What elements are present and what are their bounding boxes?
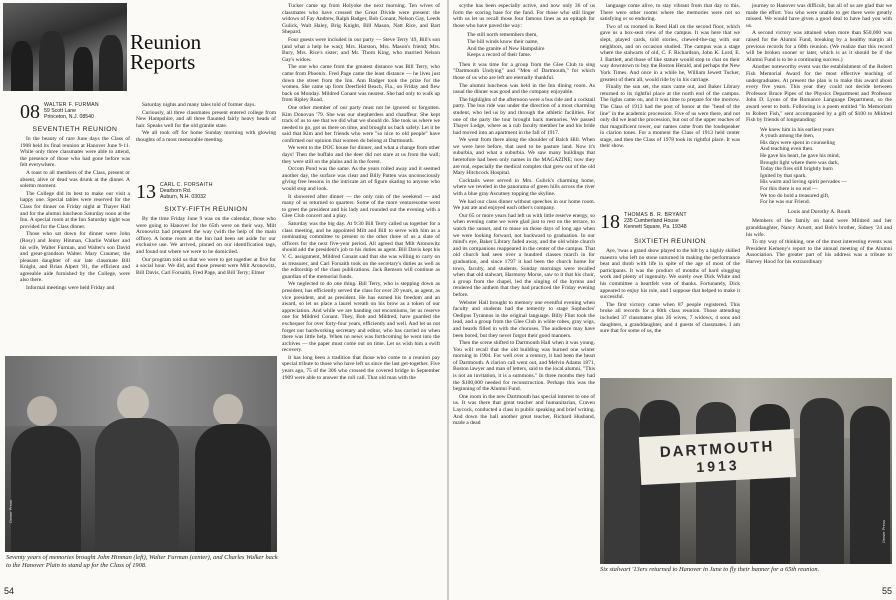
class-number: 08 [20,101,40,123]
figure [750,404,790,564]
paragraph: We had our class dinner without speeches in our home room. We just ate and enjoyed each other's company. [453,198,595,212]
reunion-label: SIXTIETH REUNION [634,238,706,245]
poem-line: For this there is no end — [760,186,818,193]
class-1913-heading [136,182,276,202]
secretary-name: WALTER F. FURMAN [44,102,99,108]
column-2b [136,216,276,354]
poem-line: His warm and loving spirit pervades — [760,179,847,186]
paragraph: To my way of thinking, one of the most interesting events was President Kemeny's report to the annual meeting of the Alumni Association. The greater part of his address was a tribute to Harvey Hood for his extraordinary [746,239,892,265]
dartmouth-banner [639,429,796,485]
left-page [0,0,447,600]
photo-caption: Seventy years of memories brought John Hinman (left), Walter Furman (center), and Charles Walker back to the Hanover Plain to stand up for the Class of 1908. [6,554,278,569]
poem-epitaph [467,32,595,58]
photo-figure [39,31,65,91]
page-number: 54 [4,586,15,596]
class-1908-heading [20,102,130,122]
face [213,394,243,426]
column-2 [136,102,276,164]
paragraph: A second victory was attained when more than $50,000 was raised for the Alumni Fund, breaking by a healthy margin all previous records for a 60th reunion. (We realize that this record will be broken sooner or later, which is as it should be if the Alumni Fund is to be a continuing success.) [746,30,892,63]
poem-line: Ignited by that spark. [760,172,807,179]
poem-line: Keeps a record of their fame. [467,52,532,59]
paragraph: In the beauty of rare June days the Class of 1908 held its final reunion at Hanover June 9-11. While only three classmates were able to attend, the presence of those who had gone before was felt everywhere. [20,136,130,169]
poem-line: He gave his heart, he gave his mind, [760,153,840,160]
secretary-name: THOMAS B. R. BRYANT [624,212,687,218]
class-number: 13 [136,181,156,203]
column-5b [600,248,740,376]
paragraph: Then the scene shifted to Dartmouth Hall when it was young. You will recall that the old building was burned one winter morning in 1904. For well over a century, it had been the heart of Dartmouth. A clarion call went out, and Melvin Adams 1871, Boston lawyer and man of letters, said to the local alumni, "This is not an invitation, it is a summons." In three months they had the $100,000 needed for reconstruction. Perhaps this was the beginning of the Alumni Fund. [453,340,595,393]
paragraph: One other member of our party must not be ignored or forgotten. Kim Donovan '79. She was our shepherdess and chauffeur. She kept track of us to see that we did what we should do. She took us where we needed to go, got us there on time, and brought us back safely. Let it be said that Kim and her friends who were "so nice to old people" have confirmed our opinion that women do belong at Dartmouth. [282,104,440,144]
paragraph: scythe has been especially active, and now only 36 of us form the scoring base for the fund. For those who still linger with us let us recall those four famous lines as an epitaph for those who have paved the way: [453,3,595,29]
class-address [136,181,276,203]
face [117,386,149,420]
figure [800,398,844,564]
paragraph: The alumni luncheon was held in the Inn dining room. As usual the dinner was good and the company enjoyable. [453,82,595,96]
paragraph: The College did its best to make our visit a happy one. Special tables were reserved for the Class for dinner on Friday night at Thayer Hall and for the alumni luncheon Saturday noon at the Inn. A special room at the Inn Saturday night was provided for the Class dinner. [20,190,130,230]
column-1 [20,136,130,354]
masthead-photo [3,3,127,91]
paragraph: Two of us roomed in Reed Hall on the second floor, which gave us a box-seat view of the campus. It was here that we slept, played cards, told stories, chewed-the-rag with our neighbors, and on occasion studied. The campus was a stage where the stalwarts of old, C. F. Richardson, John K. Lord, E. J. Bartlett, and those of like stature would stop to chat on their way downtown to buy the Boston Herald, and perhaps the New York Times. And once in a while he, William Jewett Tucker, greatest of them all, would ride by in his carriage. [600,23,740,83]
banner-line2: 1913 [695,456,740,475]
address-line2: Kennett Square, Pa. 19348 [624,224,687,230]
page-number: 55 [881,586,892,596]
paragraph: We all took off for home Sunday morning with glowing thoughts of a most memorable meeting. [136,130,276,143]
address-line1: 59 Scott Lane [44,108,77,114]
poem-signature: Louis and Dorothy A. Routh [787,208,851,215]
figure [696,402,736,564]
address-line2: Princeton, N.J. 08540 [44,114,94,120]
paragraph: It has long been a tradition that those who come to a reunion pay special tribute to those who have left us since the last get-together. Five years ago, 75 of the 306 who crossed the covered bridge in September 1909 were able to answer the roll call. That old man with the [282,354,440,381]
masthead-title [130,32,230,72]
paragraph: The highlights of the afternoon were a bus ride and a cocktail party. The bus ride was under the direction of a most charming student, who led us by and through the athletic facilities. For one of the party the tour brought back memories. We passed Thayer Lodge, where as a cub faculty member he and his bride had moved into an apartment in the fall of 1917. [453,96,595,136]
figure-left [11,426,81,552]
face [27,396,57,426]
paragraph: Saturday was the big day. At 9:30 Bill Terry called us together for a class meeting, and he appointed Milt and Bill to serve with him as a nominating committee to present to the other three of us a slate of officers for the next five-year period. All agreed that Milt Aronowitz should add the president's job to his duties as agent. Bill Davis kept his V. C. assignment, Mildred Conant said that she was willing to carry on as treasurer, and Carl Forsaith took on the secretary's duties as well as the editorship of the class publications. Jack Remson will continue as guardian of the memorial funds. [282,221,440,280]
class-number: 18 [600,211,620,233]
paragraph: We neglected to do one thing. Bill Terry, who is stepping down as president, has efficiently served the class for over 20 years, as agent, as vice president, and as president. He has earned his freedom and an award, so let us place a laurel wreath on his brow as a token of our appreciation. And while we are handing out encomiums, let us reserve one for Mildred Conant. They, Bob and Mildred, have guarded the exchequer for over forty-four years, efficiently and well. And let us not forget our hardworking secretary and editor, who has carried on when there was little help. When no news was forthcoming he went into the archives — the paper must come out on time. Let us wish him a swift recovery. [282,281,440,354]
paragraph: journey to Hanover was difficult, but all of us are glad that we made the effort. You who were unable to get there were greatly missed. We would have given a good deal to have had you with us. [746,3,892,29]
paragraph: A toast to all members of the Class, present or absent, alive or dead was drunk at the dinner. A solemn moment. [20,169,130,190]
figure [604,408,640,564]
paragraph: The one who came from the greatest distance was Bill Terry, who came from Phoenix. Fred Page came the least distance — he lives just down the street from the Inn. Ann Badger took the prize for the women. She came up from Deerfield Beach, Fla., on Friday and flew back on Monday. Mildred Conant was nearest. She had only to walk up from Ripley Road. [282,64,440,104]
paragraph: Those who sat down for dinner were John (Rosy) and Jenny Hinman, Charlie Walker and his wife, Walter Furman, and Walter's son David and great-grandson Walter. Mary Craumer, the pleasant daughter of our late classmate Bill Knight, and Brian Alpert '81, the efficient and agreeable aide furnished by the College, were also there. [20,231,130,284]
poem-line: Brought light where there was dark, [760,159,840,166]
figure-right [195,424,271,552]
reunion-label: SIXTY-FIFTH REUNION [164,206,248,213]
photo-credit: Dewer Press [8,500,13,523]
paragraph: Informal meetings were held Friday and [26,285,115,292]
paragraph: By the time Friday June 9 was on the calendar, those who were going to Hanover for the 65th were on their way. Milt Aronowitz had prepared the way (with the help of the main office). A home room at the Inn had been set aside for our exclusive use. We arrived, pinned on our identification tags, and found out where we were to be domiciled. [136,216,276,255]
banner-line1: DARTMOUTH [659,437,775,461]
paragraph: Tucker came up from Holyoke the next morning. Ten wives of classmates who have crossed the Great Divide were present: the widows of Fay Andrew, Ralph Badger, Bob Conant, Nelson Gay, Leeds Gulick, Walt Haley, Brig Knight, Bill Mason, Natt Rice, and Bart Shepard. [282,3,440,36]
poem-line: A youth among the men, [760,133,815,140]
column-5 [600,3,740,201]
paragraph: Webster Hall brought to memory one eventful evening when faculty and students had the temerity to stage Sophocles' Oedipus Tyrannus in the original language. Billy Flint took the lead, and a group from the Glee Club in white robes, gray wigs, and beards filled in with the choruses. The audience may have been bored, but they never forgot their good manners. [453,299,595,339]
paragraph: We went from there along the shoulder of Balch Hill. When we were here before, that used to be pasture land. Now it's suburbia, and what a suburbia. We saw many buildings that heretofore had been only names in the MAGAZINE; now they are real, especially the medical complex that grew out of the old Mary Hitchcock Hospital. [453,137,595,177]
paragraph: Saturday nights and many tales told of former days. [142,102,256,108]
poem-line: The hill winds know their name, [467,38,539,45]
paragraph: Curiously, all three classmates present entered college from New Hampshire, and all three flaunted fairly heavy heads of hair. Speaks well for the old granite state. [136,109,276,129]
photo-class-1908 [5,356,277,552]
photo-class-1913 [600,378,892,564]
address-line1: 235 Cumberland House [624,218,679,224]
poem-line: We too do hold a treasured gift, [760,192,830,199]
poem-memoriam [760,127,892,206]
paragraph: Our 65 or more years had left us with little reserve energy, so when evening came we were glad just to rest on the terrace, to watch the sunset, and to muse on those days of long ago when we were looking forward, not backward to graduation. In our mind's eye, Baker Library faded away, and the old white church and its companions reappeared in the center of the campus. That old church had seen over a hundred classes march in for graduation, and since 1797 it had been the church home for town, faculty, and students. Sunday mornings were recalled when that old stalwart, Harmony Morse, saw to it that his choir, a group from the chapel, led the singing of the hymns and rendered the anthem that they had practiced the Friday evening before. [453,212,595,298]
poem-line: The still north remembers them, [467,32,538,39]
poem-line: And teaching even then. [760,146,814,153]
photo-caption: Six stalwart '13ers returned to Hanover in June to fly their banner for a 65th reunion. [600,566,820,573]
paragraph: Our program told us that we were to get together at five for a social hour. We did, and those present were Milt Aronowitz, Bill Davis, Carl Forsaith, Fred Page, and Bill Terry; Elmer [136,256,276,276]
photo-figure [73,47,93,91]
poem-line: His days were spent in counseling [760,139,835,146]
secretary-name: CARL C. FORSAITH [160,182,213,188]
poem-line: And the granite of New Hampshire [467,45,545,52]
paragraph: It showered after dinner — the only rain of the weekend — and many of us returned to quarters. Some of the more venturesome went to greet the president and his lady and rounded out the evening with a Glee Club concert and a play. [282,193,440,220]
paragraph: Finally the sun set, the stars came out, and Baker Library returned to its rightful place at the north end of the campus. The lights came on, and it was time to prepare for the morrow. The Class of 1913 had the post of honor at the "head of the line" in the academic procession. Five of us were there, and not only did we lead the procession, but out of the upper reaches of that magnificent tower, our names came from the loudspeaker in clarion tones. For a moment the Class of 1913 held center stage, and then the Class of 1978 took its rightful place. It was their show. [600,84,740,150]
column-6 [746,3,892,375]
address-line2: Auburn, N.H. 03032 [160,194,206,200]
figure-center [95,418,179,552]
photo-credit: Dewer Press [881,520,886,543]
paragraph: We went to the DOC house for dinner, and what a change from other days! Then the buffalo and the deer did not stare at us from the wall; they were still on the plains and in the forest. [282,145,440,165]
column-4 [453,3,595,589]
masthead-title-line2: Reports [130,50,196,74]
column-3 [282,3,440,589]
paragraph: Aye, 'twas a grand show played to the hilt by a highly skilled maestro who left no stone unturned in making the performance beat and throb with life in spite of the age of most of the participants. It was the product of months of hard slogging work and plenty of ingenuity. We surely owe Dick White and his committee a heartfelt vote of thanks. Fortunately, Dick appeared to enjoy his role, and I suppose that helped to make it successful. [600,248,740,301]
class-1918-heading [600,212,740,232]
paragraph: Another noteworthy event was the establishment of the Robert Fish Memorial Award for the most effective teaching of undergraduates. At present the plan is to make this award about every five years. This year they could not decide between Professor Bruce Pipes of the Physics Department and Professor John D. Lyons of the Romance Language Department, so the award went to both. Following is a poem entitled "In Memoriam to Robert Fish," sent accompanied by a gift of $100 to Mildred Fish by friends of longstanding: [746,64,892,124]
paragraph: Then it was time for a group from the Glee Club to sing "Dartmouth Undying" and "Men of Dartmouth," for which those of us who are left are eternally thankful. [453,61,595,81]
paragraph: Cocktails were served in Mrs. Gulick's charming home, where we reveled in the panorama of green hills across the river with a blue gray Ascutney topping the skyline. [453,177,595,198]
paragraph: Four guests were included in our party — Steve Terry '49, Bill's son (and what a help he was); Mrs. Harston, Mrs. Mason's friend; Mrs. Bury, Mrs. Rice's sister; and Mr. Thorn King, who married Nelson Gay's widow. [282,36,440,63]
right-page [449,0,896,600]
reunion-label: SEVENTIETH REUNION [32,126,118,133]
paragraph: language come alive, to stay vibrant from that day to this. There were other rooms where the memories were not so satisfying or so enduring. [600,3,740,23]
photo-figure [99,35,123,91]
poem-line: For he was our Friend. [760,199,810,206]
paragraph: Occom Pond was the same. As the years rolled away and it seemed another day, the surface was clear and Billy Patten was unconsciously giving free lessons in the intricate art of figure skating to anyone who would stop and look. [282,166,440,193]
paragraph: The first victory came when 87 people registered. This broke all records for a 60th class reunion. Those attending included 37 classmates plus 26 wives, 7 widows, 4 sons and daughters, a granddaughter, and 4 guests of classmates. I am sure that for some of us, the [600,301,740,335]
masthead-title-line1: Reunion [130,30,202,54]
paragraph: One room in the new Dartmouth has special interest to one of us. It was there that great teacher and humanitarian, Craven Laycock, conducted a class in public speaking and brief writing. And down the hall another great teacher, Richard Husband, made a dead [453,393,595,427]
address-line1: Dearborn Rd. [160,188,192,194]
class-address [600,211,740,233]
photo-figure [11,41,33,91]
poem-line: We knew him in his earliest years [760,126,835,133]
poem-line: Today the fires still brightly burn [760,166,833,173]
paragraph: Members of the family on hand were Mildred and her granddaughter, Nancy Arnott, and Bob's brother, Sidney '24 and his wife. [746,218,892,238]
